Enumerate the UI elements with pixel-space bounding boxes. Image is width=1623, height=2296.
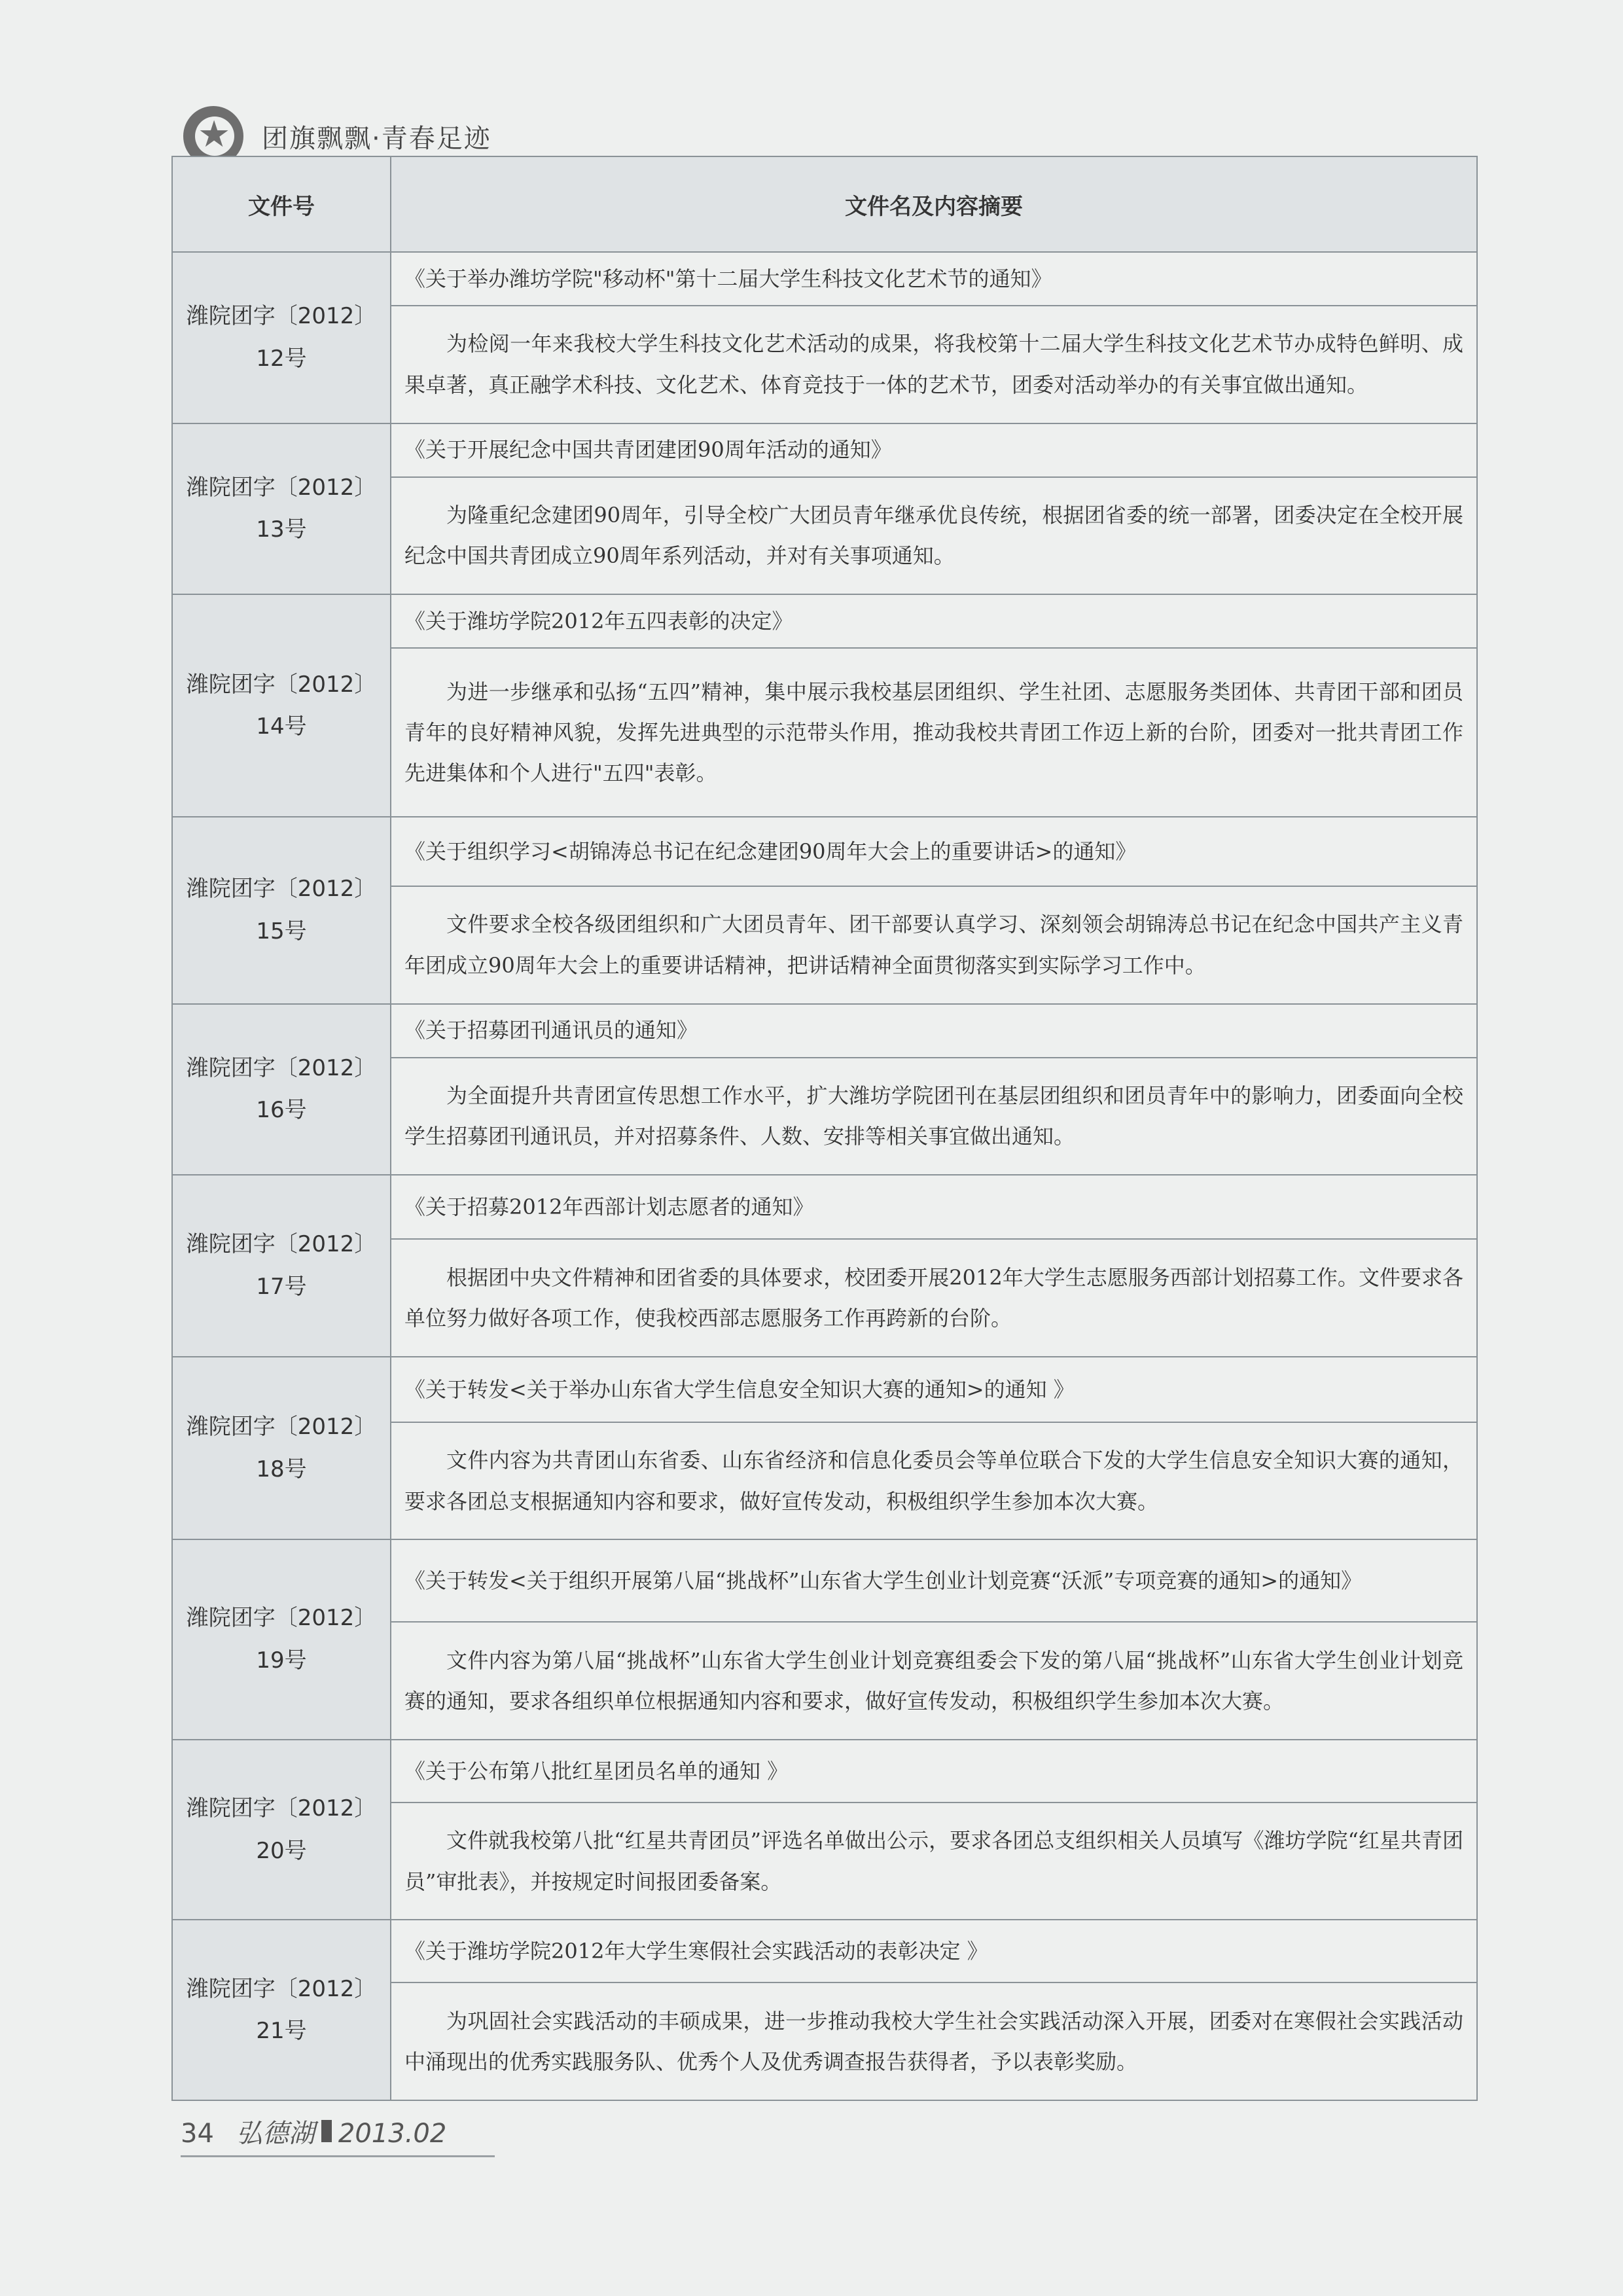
file-number-cell: [172, 252, 391, 423]
page-number: 34: [181, 2119, 214, 2149]
file-number-prefix: 潍院团字〔2012〕: [186, 1795, 377, 1821]
file-number-prefix: 潍院团字〔2012〕: [186, 1605, 377, 1632]
document-summary: 为全面提升共青团宣传思想工作水平，扩大潍坊学院团刊在基层团组织和团员青年中的影响力，团委面向全校学生招募团刊通讯员，并对招募条件、人数、安排等相关事宜做出通知。: [391, 1058, 1477, 1175]
issue-date: 2013.02: [338, 2119, 447, 2149]
document-summary: 文件要求全校各级团组织和广大团员青年、团干部要认真学习、深刻领会胡锦涛总书记在纪念中国共产主义青年团成立90周年大会上的重要讲话精神，把讲话精神全面贯彻落实到实际学习工作中。: [391, 886, 1477, 1004]
file-number-cell: [172, 594, 391, 817]
document-summary: 根据团中央文件精神和团省委的具体要求，校团委开展2012年大学生志愿服务西部计划招募工作。文件要求各单位努力做好各项工作，使我校西部志愿服务工作再跨新的台阶。: [391, 1239, 1477, 1357]
col-header-title-summary: 文件名及内容摘要: [391, 156, 1477, 252]
document-title: 《关于潍坊学院2012年大学生寒假社会实践活动的表彰决定 》: [391, 1920, 1477, 1982]
file-number-prefix: 潍院团字〔2012〕: [186, 303, 377, 330]
document-summary: 为巩固社会实践活动的丰硕成果，进一步推动我校大学生社会实践活动深入开展，团委对在寒假社会实践活动中涌现出的优秀实践服务队、优秀个人及优秀调查报告获得者，予以表彰奖励。: [391, 1982, 1477, 2100]
file-number-cell: [172, 1004, 391, 1175]
document-summary: 为进一步继承和弘扬“五四”精神，集中展示我校基层团组织、学生社团、志愿服务类团体、共青团干部和团员青年的良好精神风貌，发挥先进典型的示范带头作用，推动我校共青团工作迈上新的台阶，团委对一批共青团工作先进集体和个人进行"五四"表彰。: [391, 648, 1477, 817]
table-row: [172, 1740, 1477, 1803]
document-title: 《关于招募团刊通讯员的通知》: [391, 1004, 1477, 1058]
file-number-prefix: 潍院团字〔2012〕: [186, 671, 377, 698]
file-number-prefix: 潍院团字〔2012〕: [186, 1231, 377, 1258]
document-summary: 文件内容为共青团山东省委、山东省经济和信息化委员会等单位联合下发的大学生信息安全知识大赛的通知，要求各团总支根据通知内容和要求，做好宣传发动，积极组织学生参加本次大赛。: [391, 1422, 1477, 1540]
col-header-file-no: 文件号: [172, 156, 391, 252]
file-number-cell: [172, 817, 391, 1004]
document-title: 《关于潍坊学院2012年五四表彰的决定》: [391, 594, 1477, 648]
file-number-prefix: 潍院团字〔2012〕: [186, 474, 377, 501]
document-title: 《关于转发<关于组织开展第八届“挑战杯”山东省大学生创业计划竞赛“沃派”专项竞赛的通知>的通知》: [391, 1539, 1477, 1622]
document-title: 《关于公布第八批红星团员名单的通知 》: [391, 1740, 1477, 1803]
table-row: [172, 817, 1477, 886]
file-number-cell: [172, 1539, 391, 1740]
file-number-suffix: 21号: [256, 2018, 307, 2045]
table-row: [172, 1920, 1477, 1982]
file-number-prefix: 潍院团字〔2012〕: [186, 1975, 377, 2002]
document-title: 《关于招募2012年西部计划志愿者的通知》: [391, 1175, 1477, 1239]
document-title: 《关于组织学习<胡锦涛总书记在纪念建团90周年大会上的重要讲话>的通知》: [391, 817, 1477, 886]
table-row: [172, 1004, 1477, 1058]
file-number-suffix: 14号: [256, 713, 307, 740]
document-summary: 文件内容为第八届“挑战杯”山东省大学生创业计划竞赛组委会下发的第八届“挑战杯”山东省大学生创业计划竞赛的通知，要求各组织单位根据通知内容和要求，做好宣传发动，积极组织学生参加本次大赛。: [391, 1622, 1477, 1740]
file-number-prefix: 潍院团字〔2012〕: [186, 1054, 377, 1081]
file-number-cell: [172, 1740, 391, 1920]
file-number-suffix: 20号: [256, 1837, 307, 1864]
file-number-cell: [172, 1175, 391, 1357]
document-table-wrap: [171, 156, 1478, 2101]
file-number-suffix: 19号: [256, 1647, 307, 1674]
file-number-prefix: 潍院团字〔2012〕: [186, 1413, 377, 1440]
header-title: 团旗飘飘·青春足迹: [262, 123, 491, 154]
document-summary: 文件就我校第八批“红星共青团员”评选名单做出公示，要求各团总支组织相关人员填写《潍坊学院“红星共青团员”审批表》，并按规定时间报团委备案。: [391, 1803, 1477, 1920]
file-number-prefix: 潍院团字〔2012〕: [186, 876, 377, 903]
file-number-suffix: 18号: [256, 1456, 307, 1482]
footer-rule: [181, 2155, 495, 2157]
separator-bar: [321, 2120, 332, 2142]
file-number-cell: [172, 1920, 391, 2100]
page-footer: [181, 2113, 495, 2157]
file-number-suffix: 16号: [256, 1097, 307, 1124]
table-row: [172, 1539, 1477, 1622]
file-number-suffix: 12号: [256, 345, 307, 372]
document-summary: 为隆重纪念建团90周年，引导全校广大团员青年继承优良传统，根据团省委的统一部署，团委决定在全校开展纪念中国共青团成立90周年系列活动，并对有关事项通知。: [391, 477, 1477, 595]
table-row: [172, 252, 1477, 306]
table-row: [172, 423, 1477, 477]
file-number-suffix: 13号: [256, 516, 307, 543]
table-row: [172, 594, 1477, 648]
table-header-row: [172, 156, 1477, 252]
document-title: 《关于举办潍坊学院"移动杯"第十二届大学生科技文化艺术节的通知》: [391, 252, 1477, 306]
youth-league-emblem-icon: ★: [183, 106, 243, 166]
document-summary: 为检阅一年来我校大学生科技文化艺术活动的成果，将我校第十二届大学生科技文化艺术节办成特色鲜明、成果卓著，真正融学术科技、文化艺术、体育竞技于一体的艺术节，团委对活动举办的有关事宜做出通知。: [391, 306, 1477, 423]
document-table: [171, 156, 1478, 2101]
file-number-suffix: 17号: [256, 1273, 307, 1300]
file-number-cell: [172, 423, 391, 595]
file-number-cell: [172, 1357, 391, 1540]
table-row: [172, 1357, 1477, 1422]
document-title: 《关于转发<关于举办山东省大学生信息安全知识大赛的通知>的通知 》: [391, 1357, 1477, 1422]
magazine-name: 弘德湖: [236, 2119, 315, 2149]
table-row: [172, 1175, 1477, 1239]
file-number-suffix: 15号: [256, 918, 307, 944]
document-title: 《关于开展纪念中国共青团建团90周年活动的通知》: [391, 423, 1477, 477]
